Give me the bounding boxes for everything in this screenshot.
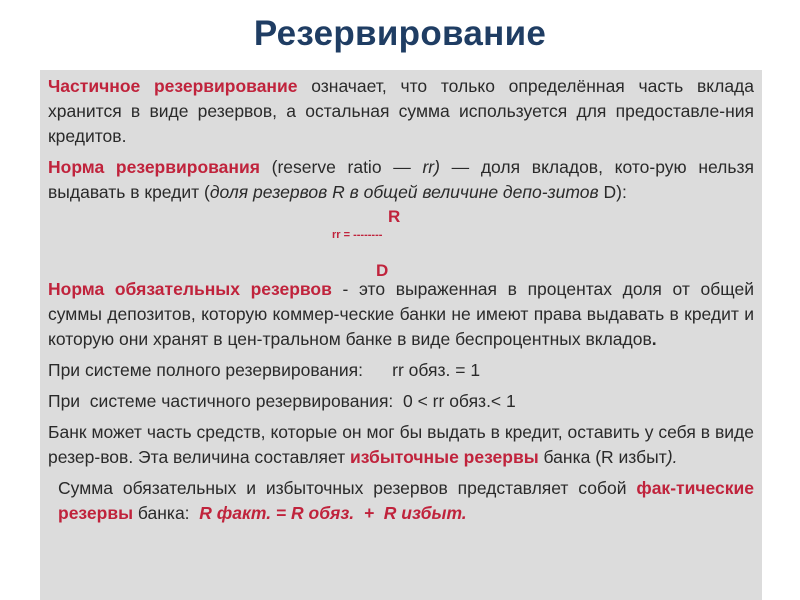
term-actual-reserves: фак-тические резервы (58, 478, 754, 523)
paragraph-required-reserves (48, 277, 754, 352)
slide-title: Резервирование (253, 14, 547, 53)
paragraph-actual-reserves (48, 476, 754, 526)
excess-reserves-text-1: Банк может часть средств, которые он мог бы выдать в кредит, оставить у себя в виде резер-вов. Эта величина составляет (48, 422, 754, 467)
term-excess-reserves: избыточные резервы (350, 447, 539, 467)
reserve-ratio-text-2: — доля вкладов, кото-рую нельзя выдавать в кредит ( (48, 157, 754, 202)
term-required-reserves: Норма обязательных резервов (48, 279, 332, 299)
paragraph-partial-reserve (48, 74, 754, 149)
paragraph-full-reserve-system: При системе полного резервирования: rr обяз. = 1 (48, 360, 481, 380)
excess-reserves-italic: ). (666, 447, 678, 467)
formula-denominator: D (376, 261, 389, 280)
term-partial-reserve: Частичное резервирование (48, 76, 298, 96)
term-reserve-ratio: Норма резервирования (48, 157, 260, 177)
reserve-ratio-text-3: D): (598, 182, 627, 202)
formula-spacer (48, 205, 754, 277)
paragraph-excess-reserves (48, 420, 754, 470)
formula-numerator: R (388, 207, 401, 226)
actual-reserves-text-2: банка: (133, 503, 200, 523)
reserve-ratio-rr: rr) (422, 157, 440, 177)
paragraph-partial-reserve-system: При системе частичного резервирования: 0 < rr обяз.< 1 (48, 391, 516, 411)
actual-reserves-text-1: Сумма обязательных и избыточных резервов представляет собой (58, 478, 637, 498)
paragraph-reserve-ratio (48, 155, 754, 205)
reserve-ratio-text-1: (reserve ratio — (259, 157, 423, 177)
required-reserves-definition: - это выраженная в процентах доля от общей суммы депозитов, которую коммер-ческие банки не имеют права выдавать в кредит и которую они хранят в цен-тральном банке в виде беспроцентных вкладов (48, 279, 754, 349)
formula-line: rr = -------- (332, 229, 383, 241)
reserve-ratio-italic: доля резервов R в общей величине депо-зитов (209, 182, 599, 202)
partial-reserve-definition: означает, что только определённая часть вклада хранится в виде резервов, а остальная сумма используется для предоставле-ния кредитов. (48, 76, 754, 146)
content-box (40, 70, 762, 600)
required-reserves-dot: . (651, 329, 657, 349)
excess-reserves-text-2: банка (R избыт (538, 447, 667, 467)
actual-reserves-formula: R факт. = R обяз. + R избыт. (199, 503, 467, 523)
